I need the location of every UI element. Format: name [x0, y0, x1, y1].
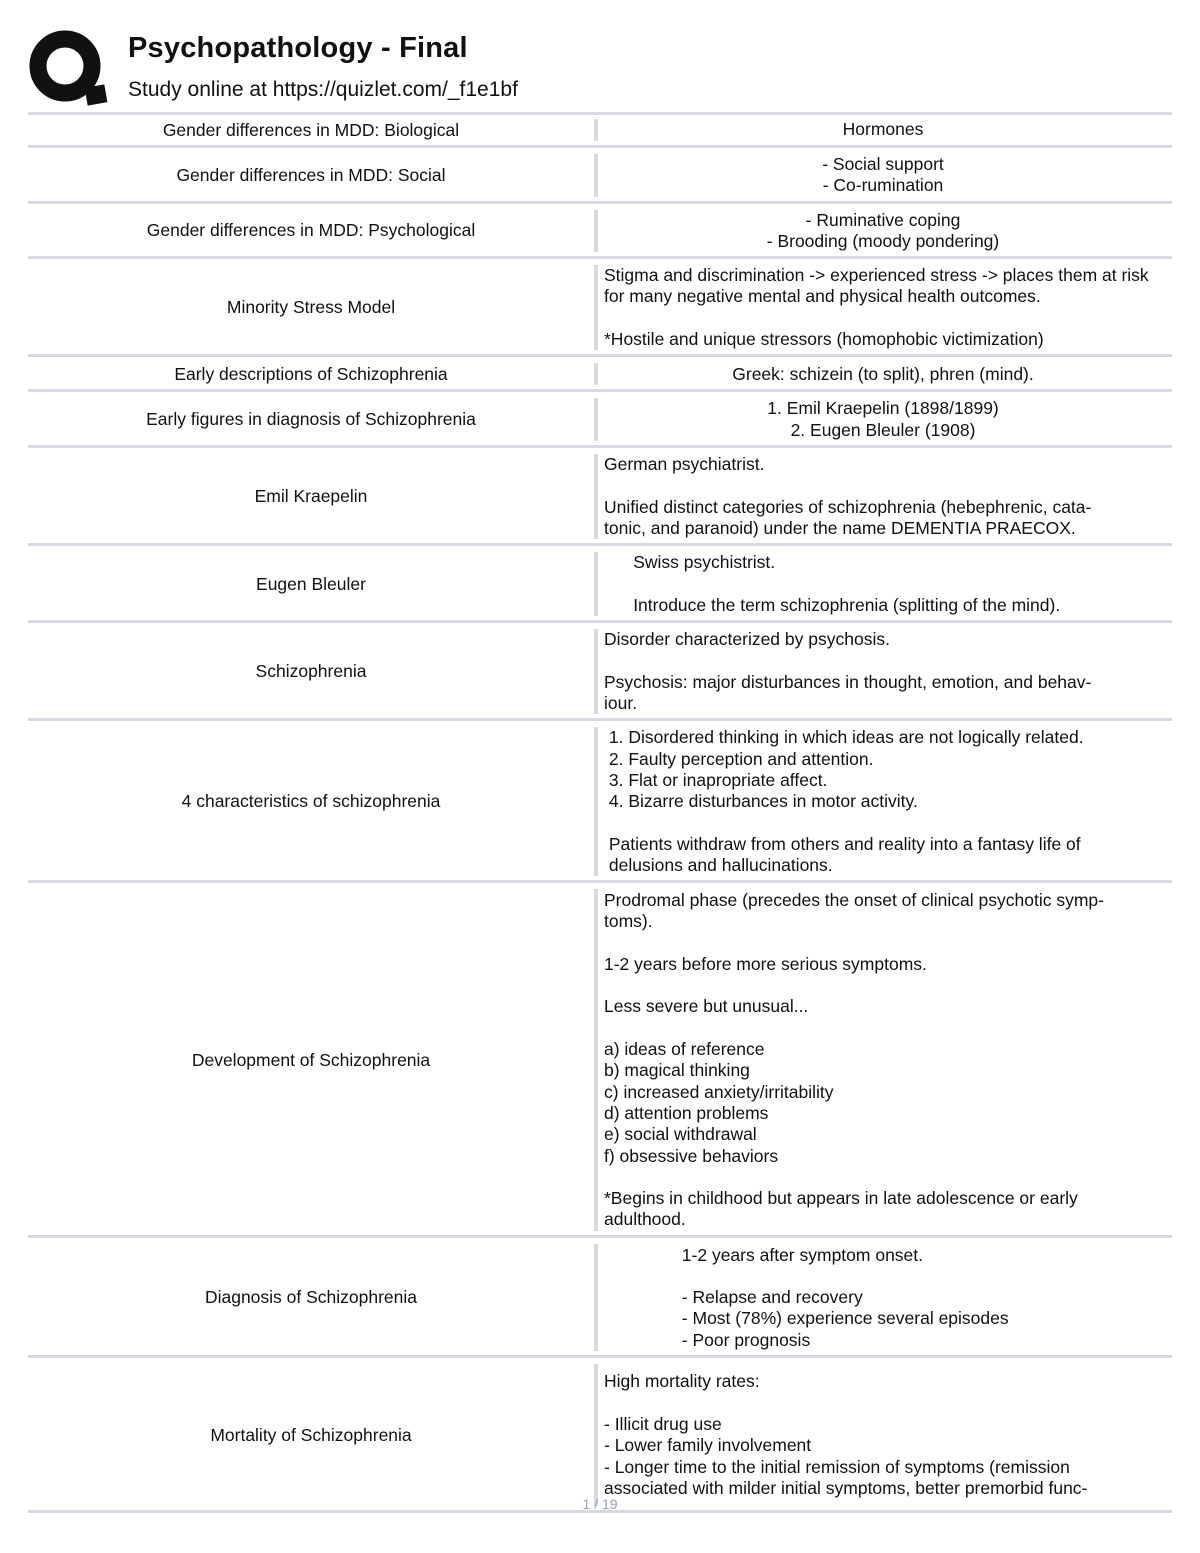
study-online-link[interactable]: Study online at https://quizlet.com/_f1e1bf [128, 78, 518, 101]
flashcard-definition: Hormones [842, 119, 924, 140]
flashcard-term: Early descriptions of Schizophrenia [174, 363, 448, 384]
page-title: Psychopathology - Final [128, 32, 468, 64]
flashcard-definition: 1. Disordered thinking in which ideas are not logically related. 2. Faulty perception and attention. 3. Flat or inapropriate affect. 4. Bizarre disturbances in motor activity. Patients withdraw from others and reality into a fantasy life of delusions and hallucinations. [608, 727, 1084, 876]
flashcard-row [28, 359, 1172, 392]
flashcard-term: Diagnosis of Schizophrenia [204, 1287, 418, 1308]
flashcard-term: 4 characteristics of schizophrenia [181, 791, 441, 812]
flashcard-row [28, 723, 1172, 883]
flashcard-row [28, 450, 1172, 546]
flashcard-term: Emil Kraepelin [254, 486, 368, 507]
flashcard-term: Gender differences in MDD: Psychological [146, 220, 476, 241]
flashcard-definition: Stigma and discrimination -> experienced stress -> places them at risk for many negative mental and physical health outcomes. *Hostile and unique stressors (homophobic victimization) [604, 265, 1149, 350]
flashcard-term: Gender differences in MDD: Social [176, 164, 446, 185]
flashcard-term: Early figures in diagnosis of Schizophrenia [146, 409, 476, 430]
page-number: 1 / 19 [582, 1496, 618, 1512]
flashcard-term: Mortality of Schizophrenia [210, 1424, 412, 1445]
flashcard-row [28, 206, 1172, 260]
flashcard-term: Schizophrenia [255, 661, 367, 682]
flashcard-definition: 1. Emil Kraepelin (1898/1899) 2. Eugen Bleuler (1908) [767, 398, 999, 440]
flashcard-definition: Greek: schizein (to split), phren (mind). [732, 363, 1034, 384]
flashcard-row [28, 394, 1172, 448]
flashcard-row [28, 1360, 1172, 1513]
flashcard-row [28, 548, 1172, 623]
flashcard-definition: Prodromal phase (precedes the onset of clinical psychotic symp- toms). 1-2 years before more serious symptoms. Less severe but unusual... a) ideas of reference b) magical thinking c) increased anxiety/irritability d) attention problems e) social withdrawal f) obsessive behaviors *Begins in childhood but appears in late adolescence or early adulthood. [604, 889, 1104, 1230]
flashcard-row [28, 261, 1172, 357]
flashcard-definition: - Social support - Co-rumination [822, 154, 944, 196]
flashcard-row [28, 150, 1172, 204]
flashcard-definition: Swiss psychistrist. Introduce the term schizophrenia (splitting of the mind). [633, 552, 1061, 615]
flashcard-definition: Disorder characterized by psychosis. Psychosis: major disturbances in thought, emotion, and behav- iour. [604, 629, 1092, 713]
flashcard-row [28, 115, 1172, 148]
flashcard-row [28, 1240, 1172, 1358]
flashcard-row [28, 625, 1172, 721]
flashcard-list [28, 112, 1172, 1515]
flashcard-definition: 1-2 years after symptom onset. - Relapse and recovery - Most (78%) experience several episodes - Poor prognosis [681, 1244, 1009, 1350]
quizlet-logo-icon [28, 28, 108, 108]
flashcard-term: Eugen Bleuler [256, 573, 366, 594]
flashcard-definition: High mortality rates: - Illicit drug use - Lower family involvement - Longer time to the initial remission of symptoms (remission associated with milder initial symptoms, better premorbid func- [604, 1371, 1088, 1498]
flashcard-term: Gender differences in MDD: Biological [162, 119, 460, 140]
header [28, 28, 1178, 112]
flashcard-term: Minority Stress Model [226, 297, 396, 318]
flashcard-definition: - Ruminative coping - Brooding (moody pondering) [766, 209, 1000, 251]
flashcard-term: Development of Schizophrenia [191, 1049, 431, 1070]
flashcard-definition: German psychiatrist. Unified distinct categories of schizophrenia (hebephrenic, cata- tonic, and paranoid) under the name DEMENTIA PRAECOX. [604, 453, 1092, 538]
flashcard-row [28, 885, 1172, 1238]
